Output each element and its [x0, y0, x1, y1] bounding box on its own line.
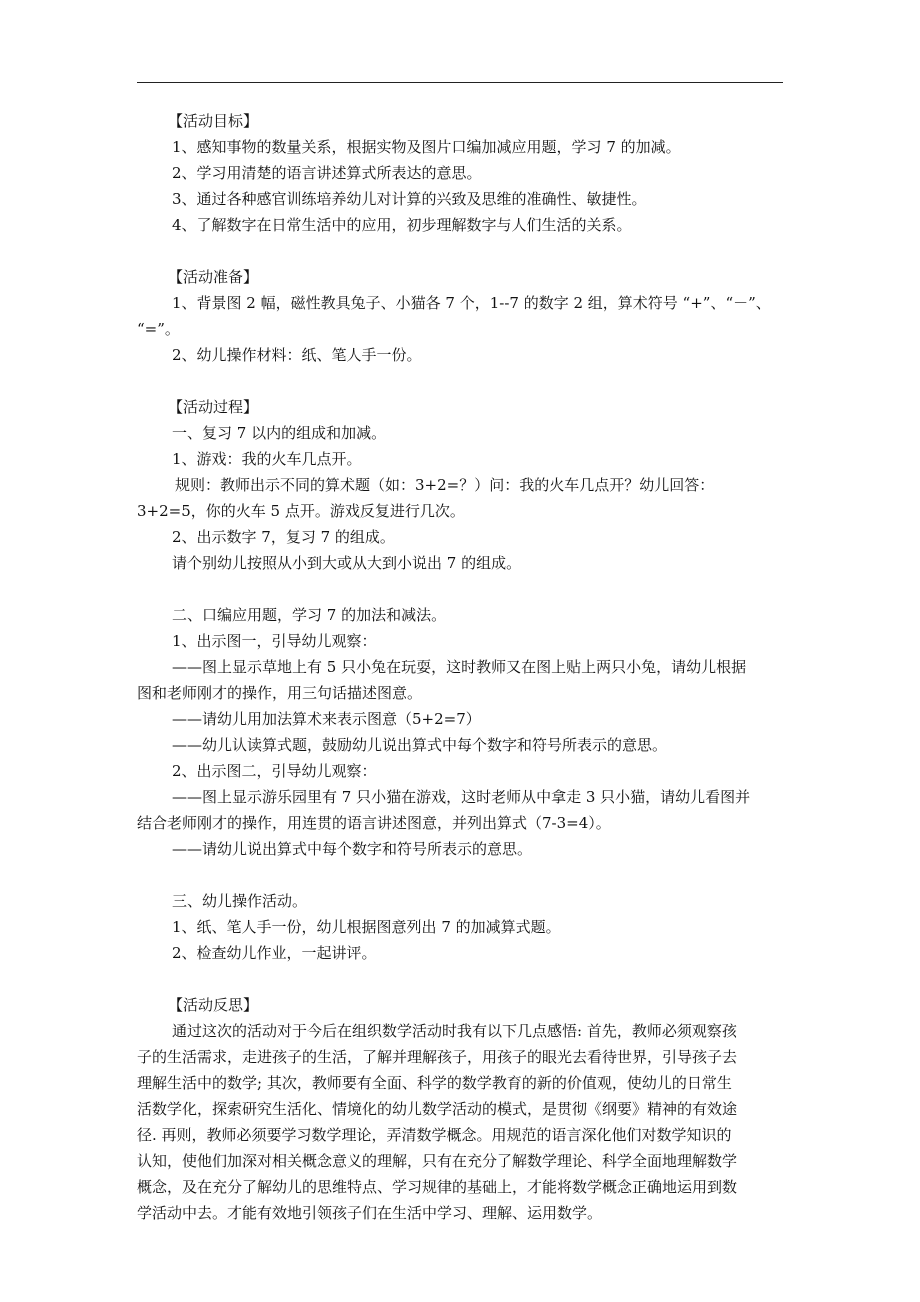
part2-pic1-add: ——请幼儿用加法算术来表示图意（5+2=7）: [172, 710, 481, 728]
goal-item: 1、感知事物的数量关系，根据实物及图片口编加减应用题，学习 7 的加减。: [172, 138, 681, 156]
reflection-line: 概念，及在充分了解幼儿的思维特点、学习规律的基础上，才能将数学概念正确地运用到数: [137, 1178, 738, 1196]
part2-pic2-desc-line-2: 结合老师刚才的操作，用连贯的语言讲述图意，并列出算式（7-3=4）。: [137, 814, 611, 832]
reflection-line: 通过这次的活动对于今后在组织数学活动时我有以下几点感悟: 首先，教师必须观察孩: [172, 1022, 737, 1040]
goals-heading: 【活动目标】: [168, 112, 259, 130]
part1-title: 一、复习 7 以内的组成和加减。: [172, 424, 387, 442]
reflection-line: 认知，使他们加深对相关概念意义的理解，只有在充分了解数学理论、科学全面地理解数学: [137, 1152, 738, 1170]
part3-item-1: 1、纸、笔人手一份，幼儿根据图意列出 7 的加减算式题。: [172, 918, 561, 936]
header-rule: [137, 82, 783, 83]
part1-ask: 请个别幼儿按照从小到大或从大到小说出 7 的组成。: [172, 554, 522, 572]
prep-item-2: 2、幼儿操作材料：纸、笔人手一份。: [172, 346, 422, 364]
part2-pic2-explain: ——请幼儿说出算式中每个数字和符号所表示的意思。: [172, 840, 533, 858]
document-body: [137, 108, 783, 1226]
reflection-heading: 【活动反思】: [168, 996, 259, 1014]
prep-heading: 【活动准备】: [168, 268, 259, 286]
part2-pic1: 1、出示图一，引导幼儿观察：: [172, 632, 377, 650]
prep-item-1-line-2: “=”。: [137, 320, 180, 338]
prep-item-1-line-1: 1、背景图 2 幅，磁性教具兔子、小猫各 7 个，1--7 的数字 2 组，算术符号 “+”、“－”、: [172, 294, 771, 312]
reflection-line: 学活动中去。才能有效地引领孩子们在生活中学习、理解、运用数学。: [137, 1204, 603, 1222]
reflection-line: 活数学化，探索研究生活化、情境化的幼儿数学活动的模式，是贯彻《纲要》精神的有效途: [137, 1100, 738, 1118]
part2-pic1-read: ——幼儿认读算式题，鼓励幼儿说出算式中每个数字和符号所表示的意思。: [172, 736, 668, 754]
goal-item: 4、了解数字在日常生活中的应用，初步理解数字与人们生活的关系。: [172, 216, 632, 234]
reflection-line: 径. 再则，教师必须要学习数学理论，弄清数学概念。用规范的语言深化他们对数学知识的: [137, 1126, 732, 1144]
goal-item: 3、通过各种感官训练培养幼儿对计算的兴致及思维的准确性、敏捷性。: [172, 190, 647, 208]
reflection-line: 子的生活需求，走进孩子的生活，了解并理解孩子，用孩子的眼光去看待世界，引导孩子去: [137, 1048, 738, 1066]
part1-show7: 2、出示数字 7，复习 7 的组成。: [172, 528, 395, 546]
part2-pic1-desc-line-1: ——图上显示草地上有 5 只小兔在玩耍，这时教师又在图上贴上两只小兔，请幼儿根据: [172, 658, 747, 676]
part3-item-2: 2、检查幼儿作业，一起讲评。: [172, 944, 377, 962]
process-heading: 【活动过程】: [168, 398, 259, 416]
goal-item: 2、学习用清楚的语言讲述算式所表达的意思。: [172, 164, 482, 182]
part2-title: 二、口编应用题，学习 7 的加法和减法。: [172, 606, 447, 624]
part2-pic2: 2、出示图二，引导幼儿观察：: [172, 762, 377, 780]
part1-rule-line-1: 规则：教师出示不同的算术题（如：3+2=？）问：我的火车几点开？幼儿回答：: [175, 476, 715, 494]
part1-rule-line-2: 3+2=5，你的火车 5 点开。游戏反复进行几次。: [137, 502, 465, 520]
part3-title: 三、幼儿操作活动。: [172, 892, 308, 910]
part1-game: 1、游戏：我的火车几点开。: [172, 450, 362, 468]
reflection-line: 理解生活中的数学; 其次，教师要有全面、科学的数学教育的新的价值观，使幼儿的日常生: [137, 1074, 732, 1092]
part2-pic1-desc-line-2: 图和老师刚才的操作，用三句话描述图意。: [137, 684, 423, 702]
part2-pic2-desc-line-1: ——图上显示游乐园里有 7 只小猫在游戏，这时老师从中拿走 3 只小猫，请幼儿看图并: [172, 788, 751, 806]
